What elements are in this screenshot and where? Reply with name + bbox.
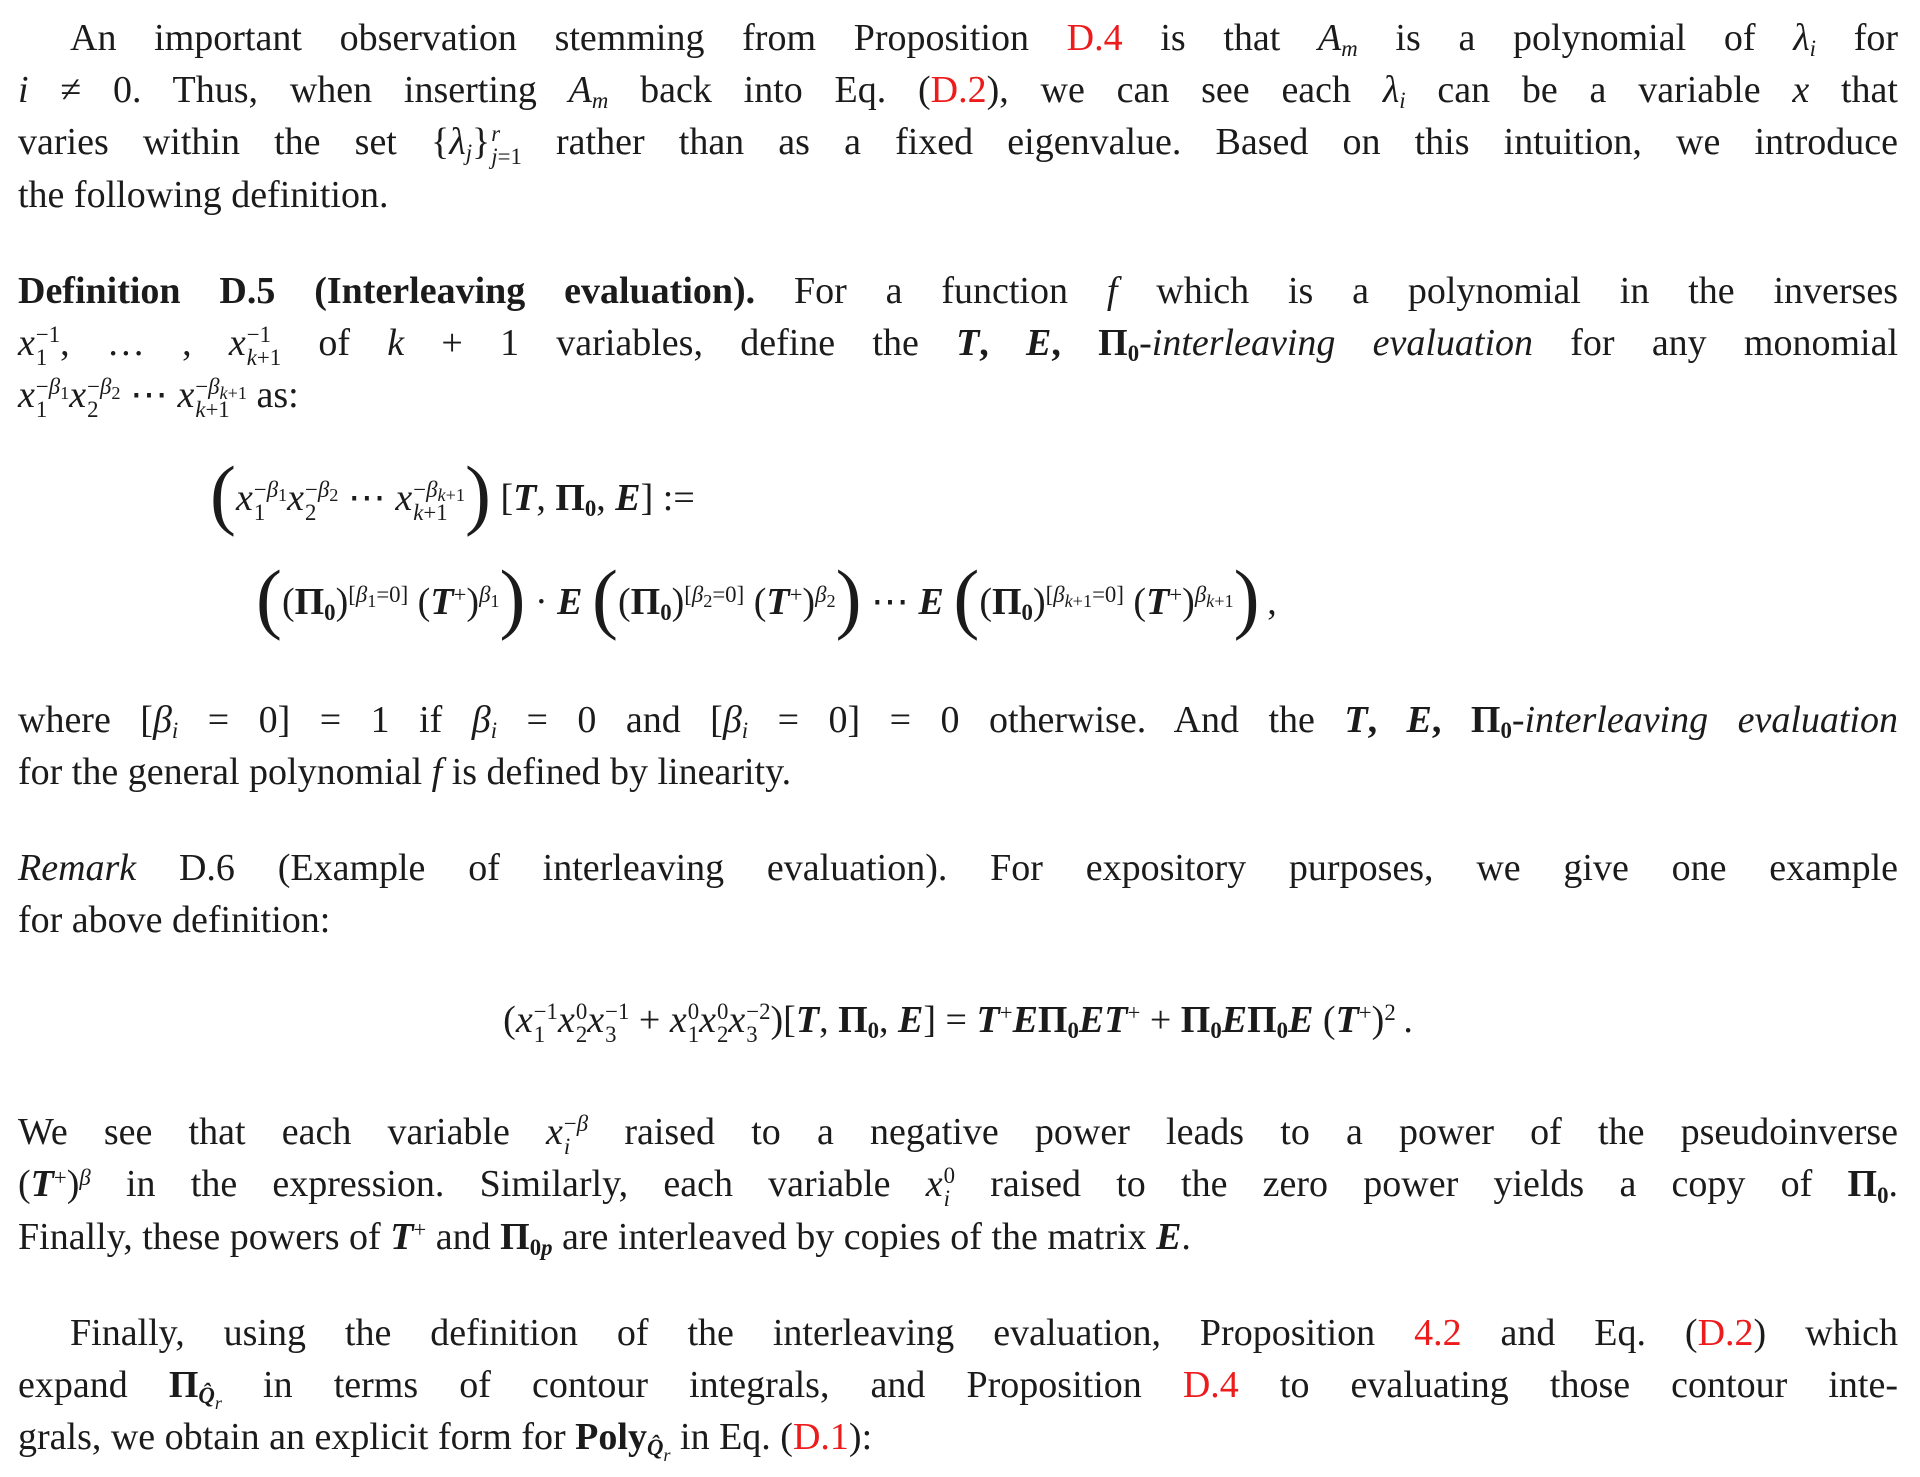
text-line: varies within the set $\{\lambda_j\}$ r j=1 rather than as a fixed eigenvalue. Based on this intuition, we introduce — [18, 121, 1898, 170]
text-line: x $-\beta_1$ 1 x $-\beta_2$ 2 ⋯ x $-\beta_{k+1}$ k+1 as: — [18, 374, 299, 423]
text-line: Remark D.6 (Example of interleaving evaluation). For expository purposes, we give one example — [18, 846, 1898, 889]
text-line: i ≠ 0. Thus, when inserting $A_m$ back into Eq. (D.2), we can see each $\lambda_i$ can be a variable x that — [18, 69, 1898, 114]
ref-proposition-42[interactable]: 4.2 — [1414, 1311, 1462, 1354]
paragraph-definition-d5 — [18, 265, 1898, 422]
ref-eq-d1[interactable]: D.1 — [792, 1415, 849, 1458]
text-line: We see that each variable x −β i raised to a negative power leads to a power of the pseudoinverse — [18, 1110, 1898, 1159]
text-line: ($(\Pi_0)[\beta 1=0]$ $(T^+)^{\beta_1}) \cdot E$ ($(\Pi_0)[\beta 2=0]$ $(T^+)^{\beta_2}$) ⋯ E ($(\Pi_0)[\beta k+1=0]$ $(T^+)^{\beta_{k+1}}$) , — [256, 554, 1277, 641]
text-line: where $[\beta_i = 0] = 1$ if $\beta_i = 0$ and $[\beta_i = 0] = 0$ otherwise. And the T, E, $\Pi_0$-interleaving evaluation — [18, 698, 1898, 743]
paragraph-finally — [18, 1307, 1898, 1466]
text-line: Finally, these powers of T+ and $\Pi_{0p}$ are interleaved by copies of the matrix E. — [18, 1215, 1191, 1261]
paragraph-we-see — [18, 1106, 1898, 1263]
example-equation: (x −1 1 x 0 2 x −1 3 + x 0 1 x 0 2 x −2 3 )[T, $\Pi_0$, $E] = T^+E\Pi_0ET^+ + \Pi_0E\Pi_0E$ $(T^+)^2$ . — [503, 998, 1413, 1047]
text-line: grals, we obtain an explicit form for Poly$_{Q̂_r}$ in Eq. (D.1): — [18, 1415, 873, 1466]
text-line: Definition D.5 (Interleaving evaluation). For a function f which is a polynomial in the inverses — [18, 269, 1898, 312]
ref-eq-d2-2[interactable]: D.2 — [1697, 1311, 1754, 1354]
text-line: x −1 1 , … , x −1 k+1 of k + 1 variables, define the T, E, $\Pi_0$-interleaving evaluation for any monomial — [18, 321, 1899, 370]
paragraph-remark-d6 — [18, 842, 1898, 946]
display-equation-interleaving-definition — [18, 446, 1898, 654]
text-line: for above definition: — [18, 898, 331, 941]
ref-eq-d2[interactable]: D.2 — [930, 69, 987, 111]
text-line: expand $\Pi_{Q̂_r}$ in terms of contour integrals, and Proposition D.4 to evaluating those contour inte- — [18, 1363, 1898, 1414]
ref-proposition-d4-2[interactable]: D.4 — [1182, 1363, 1239, 1406]
text-line: Finally, using the definition of the interleaving evaluation, Proposition 4.2 and Eq. (D.2) which — [70, 1311, 1898, 1354]
paragraph-intro — [18, 12, 1898, 221]
ref-proposition-d4[interactable]: D.4 — [1066, 17, 1123, 59]
text-line: (x $-\beta_1$ 1 x $-\beta_2$ 2 ⋯ x $-\beta_{k+1}$ k+1 ) [T, $\Pi_0$, E] := — [210, 450, 695, 537]
paragraph-where-clause — [18, 694, 1898, 798]
text-line: An important observation stemming from Proposition D.4 is that $A_m$ is a polynomial of $\lambda_i$ for — [70, 17, 1899, 62]
text-line: the following definition. — [18, 173, 389, 216]
text-line: $(T^+)^\beta$ in the expression. Similarly, each variable x 0 i raised to the zero power yields a copy of $\Pi_0$. — [18, 1163, 1898, 1212]
text-line: for the general polynomial f is defined by linearity. — [18, 750, 792, 793]
